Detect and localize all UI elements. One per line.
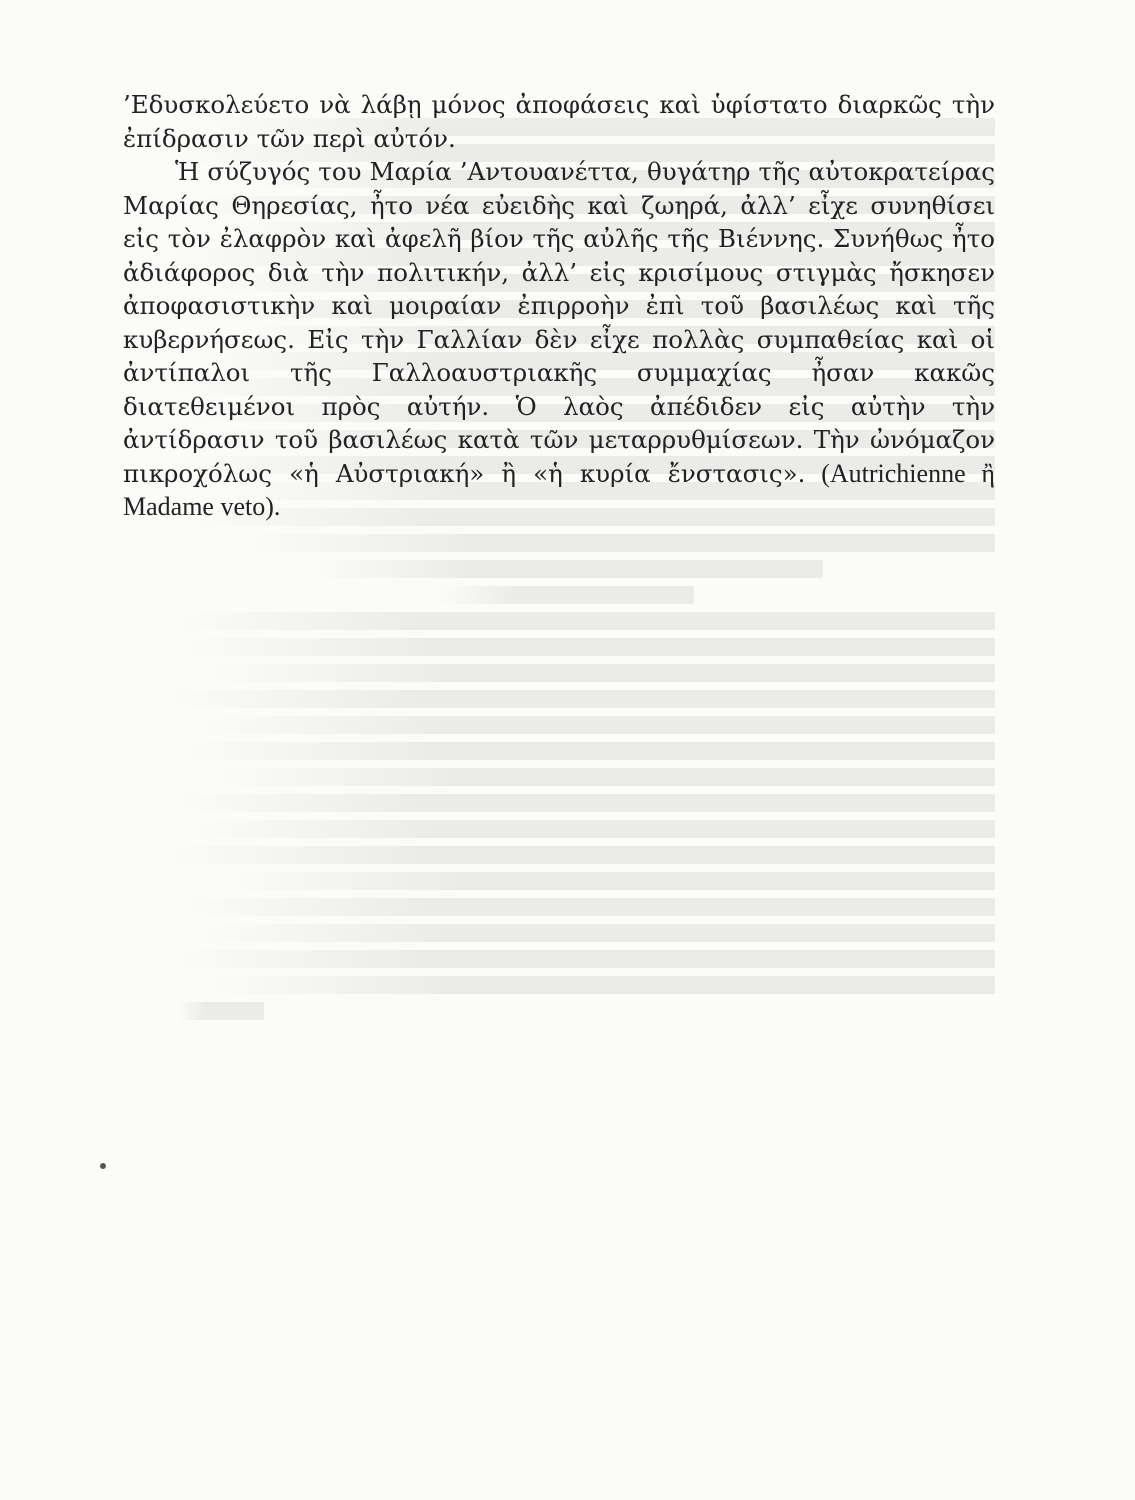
paragraph-1-text: ’Εδυσκολεύετο νὰ λάβῃ μόνος ἀποφάσεις καὶ ὑφίστατο διαρκῶς τὴν ἐπίδρασιν τῶν περὶ αὐτόν. bbox=[123, 90, 995, 153]
body-text bbox=[123, 88, 995, 524]
paragraph-1 bbox=[123, 88, 995, 155]
paragraph-2 bbox=[123, 155, 995, 524]
paragraph-2-latin-text: (Autrichienne ἢ Madame veto). bbox=[123, 458, 996, 521]
paragraph-2-text: Ἡ σύζυγός του Μαρία ’Αντουανέττα, θυγάτηρ τῆς αὐτοκρατείρας Μαρίας Θηρεσίας, ἦτο νέα εὐειδὴς καὶ ζωηρά, ἀλλ’ εἶχε συνηθίσει εἰς τὸν ἐλαφρὸν καὶ ἀφελῆ βίον τῆς αὐλῆς τῆς Βιέννης. Συνήθως ἦτο ἀδιάφορος διὰ τὴν πολιτικήν, ἀλλ’ εἰς κρισίμους στιγμὰς ἤσκησεν ἀποφασιστικὴν καὶ μοιραίαν ἐπιρροὴν ἐπὶ τοῦ βασιλέως καὶ τῆς κυβερνήσεως. Εἰς τὴν Γαλλίαν δὲν εἶχε πολλὰς συμπαθείας καὶ οἱ ἀντίπαλοι τῆς Γαλλοαυστριακῆς συμμαχίας ἦσαν κακῶς διατεθειμένοι πρὸς αὐτήν. Ὁ λαὸς ἀπέδιδεν εἰς αὐτὴν τὴν ἀντίδρασιν τοῦ βασιλέως κατὰ τῶν μεταρρυθμίσεων. Τὴν ὠνόμαζον πικροχόλως «ἡ Αὐστριακή» ἢ «ἡ κυρία ἔνστασις». bbox=[123, 157, 995, 488]
ink-speck bbox=[100, 1163, 106, 1169]
